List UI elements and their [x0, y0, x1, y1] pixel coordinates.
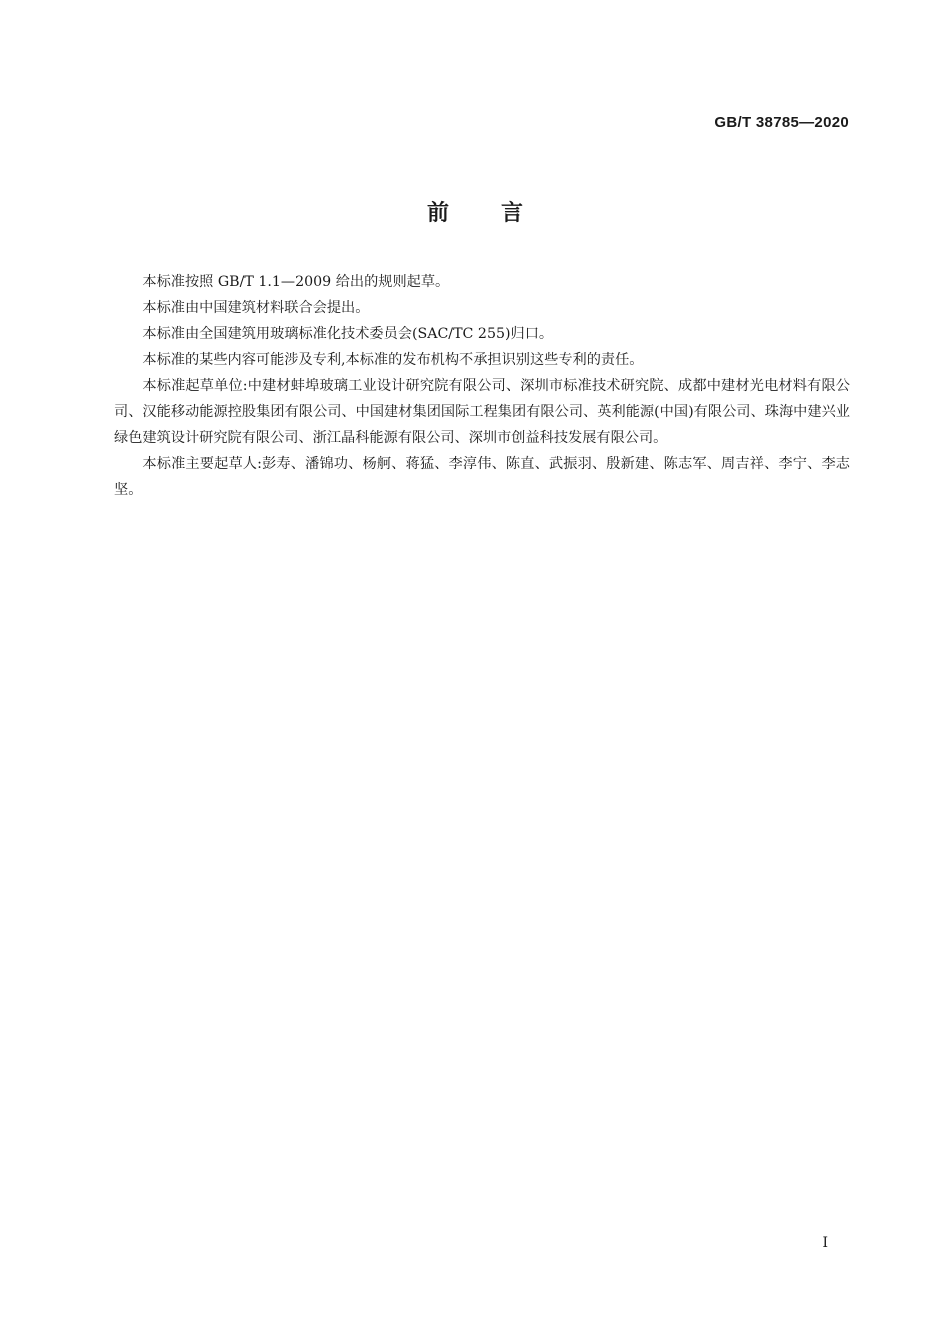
paragraph-drafting-rules: 本标准按照 GB/T 1.1—2009 给出的规则起草。	[142, 274, 450, 290]
page-title: 前言	[426, 201, 575, 226]
paragraph-patent-notice: 本标准的某些内容可能涉及专利,本标准的发布机构不承担识别这些专利的责任。	[142, 352, 644, 368]
paragraph-drafters: 本标准主要起草人:彭寿、潘锦功、杨舸、蒋猛、李淳伟、陈直、武振羽、殷新建、陈志军、周吉祥、李宁、李志坚。	[114, 456, 850, 498]
foreword-body	[114, 269, 850, 503]
paragraph-proposer: 本标准由中国建筑材料联合会提出。	[142, 300, 370, 316]
standard-code: GB/T 38785—2020	[714, 114, 849, 131]
paragraph-administrator: 本标准由全国建筑用玻璃标准化技术委员会(SAC/TC 255)归口。	[142, 326, 554, 342]
paragraph-drafting-units: 本标准起草单位:中建材蚌埠玻璃工业设计研究院有限公司、深圳市标准技术研究院、成都中建材光电材料有限公司、汉能移动能源控股集团有限公司、中国建材集团国际工程集团有限公司、英利能源(中国)有限公司、珠海中建兴业绿色建筑设计研究院有限公司、浙江晶科能源有限公司、深圳市创益科技发展有限公司。	[114, 378, 850, 446]
page-number: I	[822, 1235, 828, 1251]
